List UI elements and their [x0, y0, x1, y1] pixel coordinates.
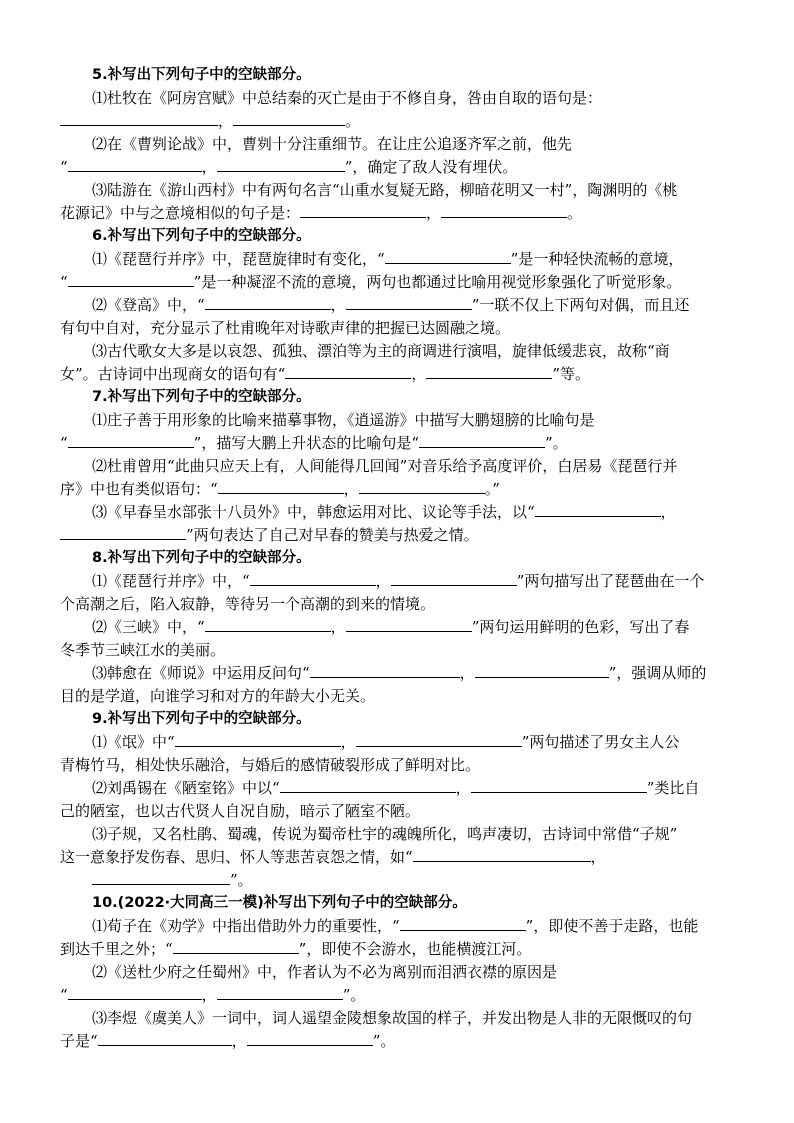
question-6-line: 女”。古诗词中出现商女的语句有“ ， ”等。 — [60, 365, 591, 383]
answer-blank[interactable] — [68, 985, 202, 1000]
question-8-line: 冬季节三峡江水的美丽。 — [60, 641, 226, 659]
answer-blank[interactable] — [346, 617, 472, 632]
question-6-line: ⑵《登高》中，“ ， ”一联不仅上下两句对偶，而且还 — [92, 296, 690, 314]
question-6-line: 有句中自对，充分显示了杜甫晚年对诗歌声律的把握已达圆融之境。 — [60, 319, 511, 337]
answer-blank[interactable] — [217, 985, 343, 1000]
answer-blank[interactable] — [218, 479, 344, 494]
answer-blank[interactable] — [250, 571, 376, 586]
answer-blank[interactable] — [356, 732, 522, 747]
question-10-line: ⑴荀子在《劝学》中指出借助外力的重要性，“ ”，即使不善于走路，也能 — [92, 917, 699, 935]
question-7-line: “ ”，描写大鹏上升状态的比喻句是“ ”。 — [60, 434, 568, 452]
question-10-line: 子是“ ， ”。 — [60, 1032, 396, 1050]
question-8-line: 个高潮之后，陷入寂静，等待另一个高潮的到来的情境。 — [60, 595, 436, 613]
question-7-line: ⑴庄子善于用形象的比喻来描摹事物，《逍遥游》中描写大鹏翅膀的比喻句是 — [92, 411, 595, 429]
question-6-line: ⑴《琵琶行并序》中，琵琶旋律时有变化，“ ”是一种轻快流畅的意境， — [92, 250, 684, 268]
answer-blank[interactable] — [310, 663, 460, 678]
question-10-line: 到达千里之外；“ ”，即使不会游水，也能横渡江河。 — [60, 940, 532, 958]
question-10-title: 10.(2022·大同高三一模)补写出下列句子中的空缺部分。 — [92, 895, 467, 911]
question-8-line: ⑵《三峡》中，“ ， ”两句运用鲜明的色彩，写出了春 — [92, 618, 690, 636]
question-6-title: 6.补写出下列句子中的空缺部分。 — [92, 228, 311, 244]
question-8-line: ⑴《琵琶行并序》中，“ ， ”两句描写出了琵琶曲在一个 — [92, 572, 705, 590]
answer-blank[interactable] — [400, 916, 526, 931]
answer-blank[interactable] — [60, 111, 218, 126]
answer-blank[interactable] — [419, 433, 545, 448]
question-8-title: 8.补写出下列句子中的空缺部分。 — [92, 550, 311, 566]
answer-blank[interactable] — [413, 847, 591, 862]
question-5-line: ⑴杜牧在《阿房宫赋》中总结秦的灭亡是由于不修自身，咎由自取的语句是： — [92, 89, 603, 107]
question-9-line: 青梅竹马，相处快乐融洽，与婚后的感情破裂形成了鲜明对比。 — [60, 756, 481, 774]
answer-blank[interactable] — [475, 663, 609, 678]
answer-blank[interactable] — [285, 364, 411, 379]
question-9-line: 己的陋室，也以古代贤人自况自励，暗示了陋室不陋。 — [60, 802, 421, 820]
question-5-title: 5.补写出下列句子中的空缺部分。 — [92, 67, 311, 83]
answer-blank[interactable] — [471, 778, 647, 793]
answer-blank[interactable] — [68, 272, 194, 287]
answer-blank[interactable] — [280, 778, 456, 793]
answer-blank[interactable] — [68, 157, 202, 172]
question-6-line: “ ”是一种凝涩不流的意境，两句也都通过比喻用视觉形象强化了听觉形象。 — [60, 273, 682, 291]
answer-blank[interactable] — [205, 617, 331, 632]
answer-blank[interactable] — [247, 1031, 373, 1046]
answer-blank[interactable] — [92, 870, 230, 885]
answer-blank[interactable] — [391, 571, 517, 586]
question-9-line: 这一意象抒发伤春、思归、怀人等悲苦哀怨之情，如“ ， — [60, 848, 606, 866]
question-7-title: 7.补写出下列句子中的空缺部分。 — [92, 389, 311, 405]
answer-blank[interactable] — [173, 939, 299, 954]
question-9-line: ⑶子规，又名杜鹃、蜀魂，传说为蜀帝杜宇的魂魄所化，鸣声凄切，古诗词中常借“子规” — [92, 825, 678, 843]
question-7-line: ”两句表达了自己对早春的赞美与热爱之情。 — [60, 524, 479, 547]
question-9-line: ”。 — [92, 869, 253, 892]
question-7-line: ⑵杜甫曾用“此曲只应天上有，人间能得几回闻”对音乐给予高度评价，白居易《琵琶行并 — [92, 457, 678, 475]
answer-blank[interactable] — [68, 433, 194, 448]
question-5-line: ⑵在《曹刿论战》中，曹刿十分注重细节。在让庄公追逐齐军之前，他先 — [92, 135, 573, 153]
question-5-line: ⑶陆游在《游山西村》中有两句名言“山重水复疑无路，柳暗花明又一村”，陶渊明的《桃 — [92, 181, 678, 199]
answer-blank[interactable] — [175, 732, 341, 747]
question-8-line: ⑶韩愈在《师说》中运用反问句“ ， ”，强调从师的 — [92, 664, 707, 682]
answer-blank[interactable] — [60, 525, 186, 540]
question-10-line: “ ， ”。 — [60, 986, 366, 1004]
answer-blank[interactable] — [98, 1031, 232, 1046]
question-5-line: 花源记》中与之意境相似的句子是： ， 。 — [60, 204, 583, 222]
answer-blank[interactable] — [217, 157, 345, 172]
question-8-line: 目的是学道，向谁学习和对方的年龄大小无关。 — [60, 687, 376, 705]
question-9-line: ⑴《氓》中“ ， ”两句描述了男女主人公 — [92, 733, 680, 751]
answer-blank[interactable] — [205, 295, 331, 310]
answer-blank[interactable] — [535, 502, 661, 517]
question-7-line: 序》中也有类似语句：“ ， 。” — [60, 480, 500, 498]
answer-blank[interactable] — [346, 295, 472, 310]
answer-blank[interactable] — [441, 203, 567, 218]
question-9-line: ⑵刘禹锡在《陋室铭》中以“ ， ”类比自 — [92, 779, 700, 797]
question-5-line: “ ， ”，确定了敌人没有埋伏。 — [60, 158, 518, 176]
question-10-line: ⑵《送杜少府之任蜀州》中，作者认为不必为离别而泪洒衣襟的原因是 — [92, 963, 558, 981]
question-6-line: ⑶古代歌女大多是以哀怨、孤独、漂泊等为主的商调进行演唱，旋律低缓悲哀，故称“商 — [92, 342, 670, 360]
answer-blank[interactable] — [385, 249, 511, 264]
answer-blank[interactable] — [426, 364, 552, 379]
question-5-line: ， 。 — [60, 110, 360, 133]
question-10-line: ⑶李煜《虞美人》一词中，词人遥望金陵想象故国的样子，并发出物是人非的无限慨叹的句 — [92, 1009, 693, 1027]
question-9-title: 9.补写出下列句子中的空缺部分。 — [92, 711, 311, 727]
answer-blank[interactable] — [300, 203, 426, 218]
answer-blank[interactable] — [233, 111, 345, 126]
question-7-line: ⑶《早春呈水部张十八员外》中，韩愈运用对比、议论等手法，以“ ， — [92, 503, 676, 521]
answer-blank[interactable] — [359, 479, 485, 494]
